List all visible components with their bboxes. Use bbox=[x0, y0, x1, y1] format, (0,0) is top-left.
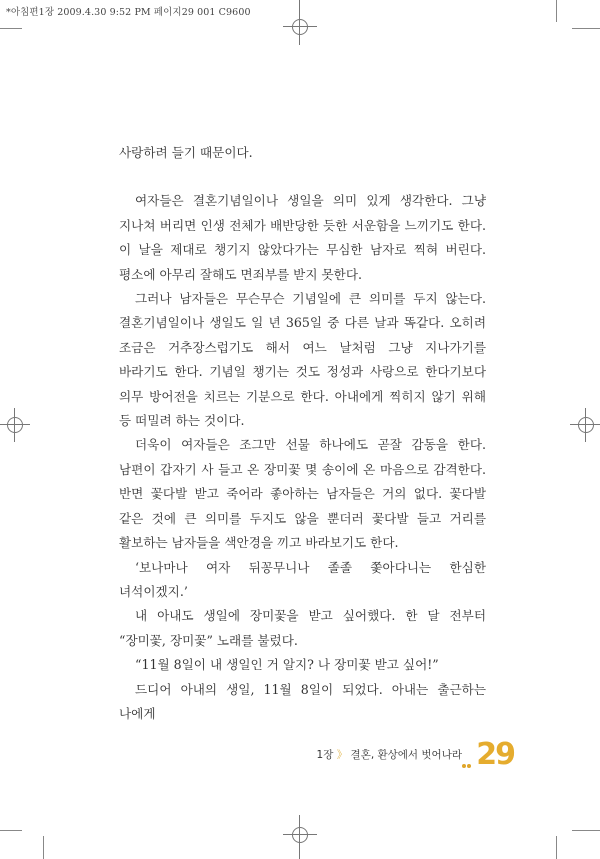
trim-mark-bottom-right-h bbox=[572, 830, 600, 831]
chapter-separator: 》 bbox=[336, 749, 348, 761]
paragraph: 여자들은 결혼기념일이나 생일을 의미 있게 생각한다. 그냥 지나쳐 버리면 인생 전체가 배반당한 듯한 서운함을 느끼기도 한다. 이 날을 제대로 챙기지 않았다가는 무심한 남자로 찍혀 버린다. 평소에 아무리 잘해도 면죄부를 받지 못한다. bbox=[119, 193, 486, 282]
paragraph: 더욱이 여자들은 조그만 선물 하나에도 곧잘 감동을 한다. 남편이 갑자기 사 들고 온 장미꽃 몇 송이에 온 마음으로 감격한다. 반면 꽃다발 받고 죽어라 좋아하는 남자들은 거의 없다. 꽃다발 같은 것에 큰 의미를 두지도 않을 뿐더러 꽃다발 들고 거리를 활보하는 남자들을 색안경을 끼고 바라보기도 한다. bbox=[119, 437, 486, 551]
paragraph: 내 아내도 생일에 장미꽃을 받고 싶어했다. 한 달 전부터 “장미꽃, 장미꽃” 노래를 불렀다. bbox=[119, 608, 486, 648]
running-footer bbox=[316, 737, 522, 772]
page-number: 29 bbox=[476, 737, 514, 772]
paragraph: ‘보나마나 여자 뒤꽁무니나 졸졸 쫓아다니는 한심한 녀석이겠지.’ bbox=[119, 559, 486, 599]
body-text bbox=[119, 141, 486, 726]
registration-mark-top bbox=[283, 0, 317, 45]
registration-mark-bottom bbox=[283, 815, 317, 859]
trim-mark-top-left-h bbox=[0, 28, 22, 29]
trim-mark-bottom-left-h bbox=[0, 830, 22, 831]
paragraph: 드디어 아내의 생일, 11월 8일이 되었다. 아내는 출근하는 나에게 bbox=[119, 681, 486, 721]
registration-mark-left bbox=[0, 408, 30, 442]
paragraph: 그러나 남자들은 무슨무슨 기념일에 큰 의미를 두지 않는다. 결혼기념일이나 생일도 일 년 365일 중 다른 날과 똑같다. 오히려 조금은 거추장스럽기도 해서 여느 날처럼 그냥 지나가기를 바라기도 한다. 기념일 챙기는 것도 정성과 사랑으로 한다기보다 의무 방어전을 치르는 기분으로 한다. 아내에게 찍히지 않기 위해 등 떠밀려 하는 것이다. bbox=[119, 291, 486, 429]
trim-mark-top-right-h bbox=[572, 28, 600, 29]
section-title: 결혼, 환상에서 벗어나라 bbox=[350, 749, 462, 761]
paragraph: “11월 8일이 내 생일인 거 알지? 나 장미꽃 받고 싶어!” bbox=[135, 657, 439, 673]
registration-mark-right bbox=[570, 408, 600, 442]
decorative-dots-icon bbox=[462, 753, 472, 758]
trim-mark-top-right bbox=[556, 0, 557, 22]
trim-mark-bottom-left bbox=[43, 836, 44, 859]
chapter-label bbox=[317, 747, 462, 762]
paragraph: 사랑하려 들기 때문이다. bbox=[119, 145, 253, 160]
print-slug: *아침편1장 2009.4.30 9:52 PM 페이지29 001 C9600 bbox=[6, 7, 251, 18]
chapter-number: 1장 bbox=[316, 749, 334, 761]
trim-mark-bottom-right bbox=[556, 836, 557, 859]
